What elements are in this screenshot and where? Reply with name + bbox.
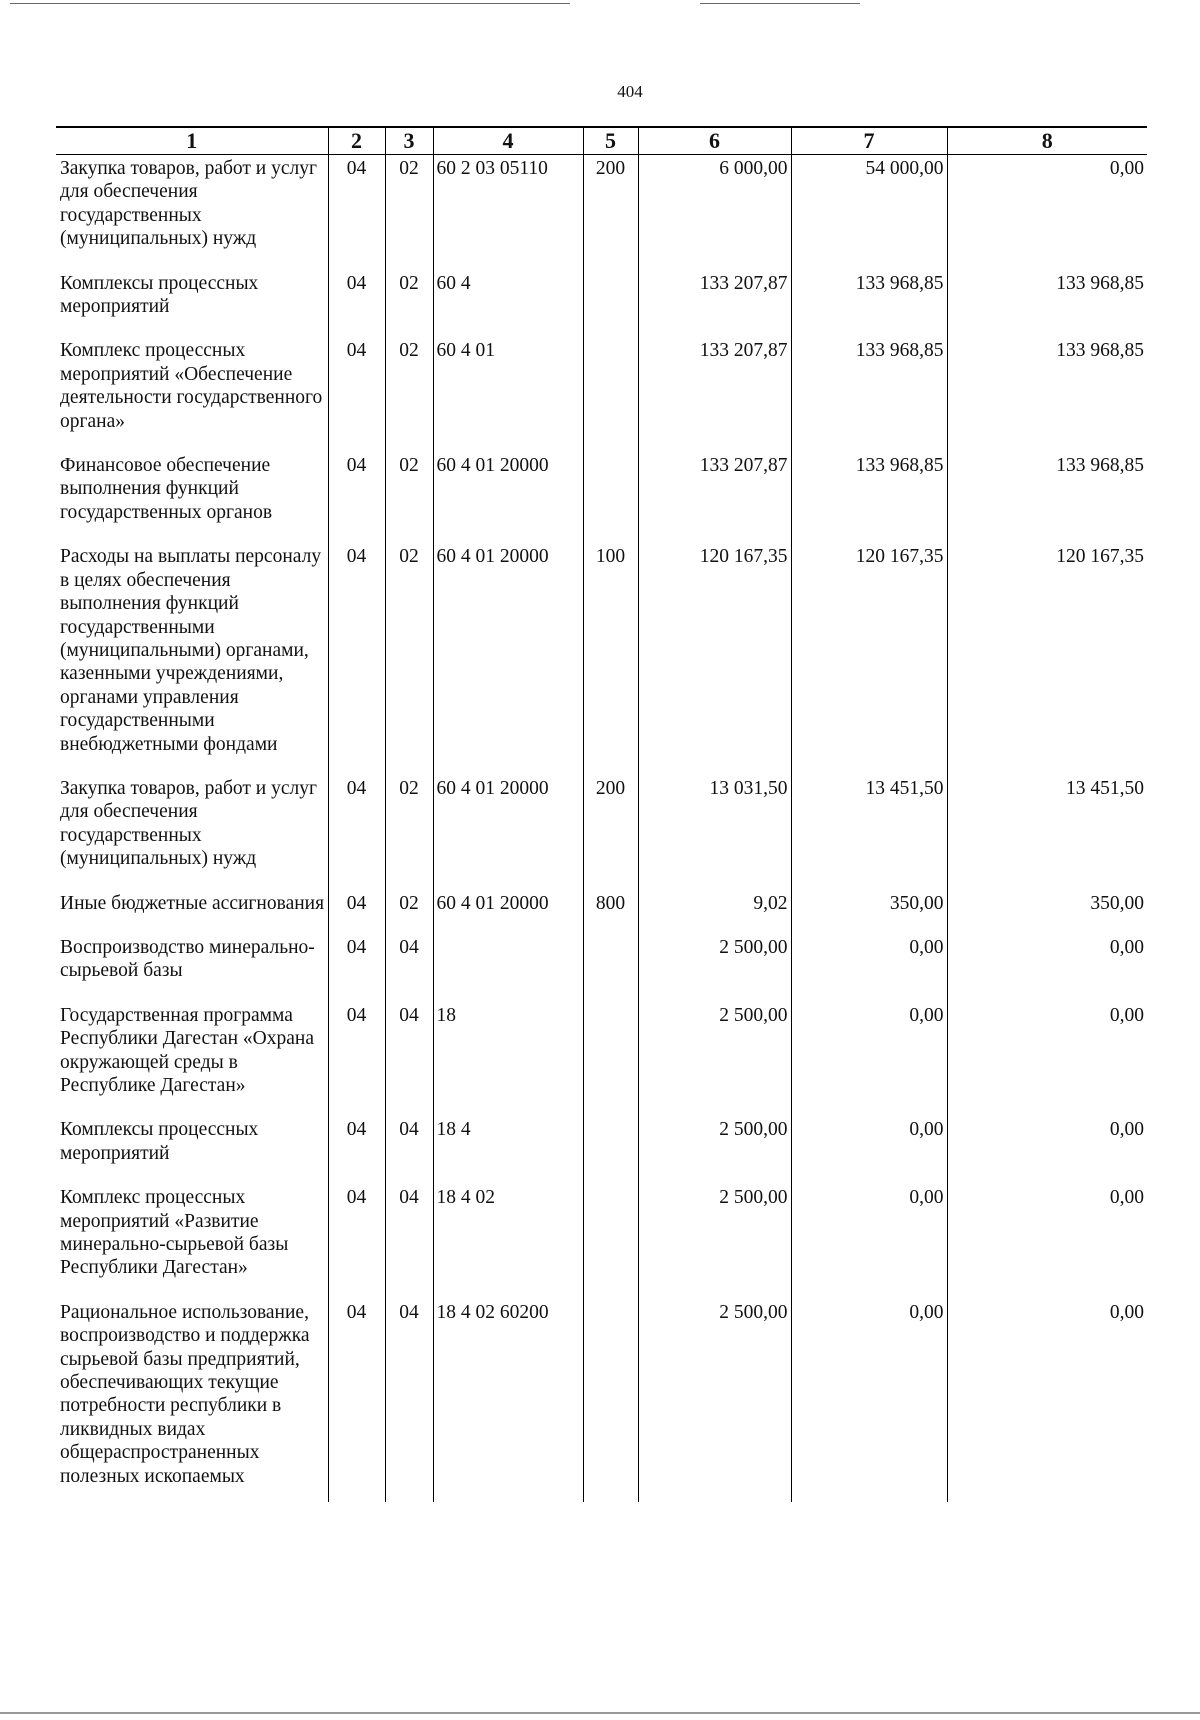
cell-expense-type: 200: [583, 155, 638, 270]
page-number: 404: [617, 82, 643, 101]
cell-amount-7: 13 451,50: [791, 775, 947, 890]
cell-expense-type: [583, 1299, 638, 1502]
table-row: [56, 452, 1147, 543]
cell-target-code: 60 4 01: [433, 337, 583, 452]
cell-amount-8: 133 968,85: [947, 452, 1147, 543]
cell-target-code: 18 4 02: [433, 1184, 583, 1299]
cell-amount-8: 13 451,50: [947, 775, 1147, 890]
cell-expense-type: [583, 934, 638, 1002]
cell-amount-7: 133 968,85: [791, 337, 947, 452]
row-name: Комплекс процессных мероприятий «Развитие минерально-сырьевой базы Республики Дагестан»: [60, 1187, 289, 1279]
cell-subsection: 04: [385, 1184, 433, 1299]
cell-target-code: 60 2 03 05110: [433, 155, 583, 270]
cell-amount-6: 13 031,50: [638, 775, 791, 890]
cell-expense-type: 200: [583, 775, 638, 890]
table-row: [56, 337, 1147, 452]
cell-section: 04: [328, 270, 385, 338]
cell-section: 04: [328, 337, 385, 452]
cell-target-code: 18 4: [433, 1116, 583, 1184]
cell-subsection: 04: [385, 1116, 433, 1184]
cell-expense-type: [583, 1002, 638, 1117]
cell-amount-8: 0,00: [947, 934, 1147, 1002]
cell-amount-7: 350,00: [791, 890, 947, 934]
cell-amount-6: 6 000,00: [638, 155, 791, 270]
cell-subsection: 02: [385, 543, 433, 775]
table-row: [56, 1299, 1147, 1502]
cell-expense-type: [583, 452, 638, 543]
cell-subsection: 02: [385, 890, 433, 934]
cell-section: 04: [328, 155, 385, 270]
cell-expense-type: [583, 1184, 638, 1299]
cell-subsection: 02: [385, 155, 433, 270]
cell-expense-type: 800: [583, 890, 638, 934]
cell-amount-6: 9,02: [638, 890, 791, 934]
cell-section: 04: [328, 934, 385, 1002]
cell-section: 04: [328, 1299, 385, 1502]
table-row: [56, 1002, 1147, 1117]
cell-amount-7: 133 968,85: [791, 270, 947, 338]
cell-amount-8: 0,00: [947, 155, 1147, 270]
cell-subsection: 04: [385, 1299, 433, 1502]
cell-target-code: 60 4 01 20000: [433, 543, 583, 775]
cell-amount-6: 133 207,87: [638, 452, 791, 543]
table-row: [56, 934, 1147, 1002]
cell-target-code: 60 4: [433, 270, 583, 338]
cell-section: 04: [328, 1002, 385, 1117]
cell-amount-7: 0,00: [791, 934, 947, 1002]
cell-expense-type: [583, 337, 638, 452]
row-name: Государственная программа Республики Дагестан «Охрана окружающей среды в Республике Дагестан»: [60, 1004, 314, 1096]
cell-target-code: 60 4 01 20000: [433, 452, 583, 543]
cell-amount-7: 120 167,35: [791, 543, 947, 775]
row-name: Расходы на выплаты персоналу в целях обеспечения выполнения функций государственными (муниципальными) органами, казенными учреждениями, органами управления государственными внебюджетными фондами: [60, 546, 322, 755]
cell-amount-6: 2 500,00: [638, 1184, 791, 1299]
table-row: [56, 775, 1147, 890]
cell-amount-6: 120 167,35: [638, 543, 791, 775]
row-name: Комплексы процессных мероприятий: [60, 1119, 259, 1164]
row-name: Комплекс процессных мероприятий «Обеспечение деятельности государственного органа»: [60, 340, 323, 432]
cell-amount-8: 120 167,35: [947, 543, 1147, 775]
row-name: Комплексы процессных мероприятий: [60, 272, 259, 318]
cell-subsection: 02: [385, 270, 433, 338]
cell-amount-6: 2 500,00: [638, 1002, 791, 1117]
scan-edge-line: [0, 1712, 1200, 1714]
cell-subsection: 04: [385, 1002, 433, 1117]
row-name: Иные бюджетные ассигнования: [60, 892, 325, 914]
cell-amount-6: 133 207,87: [638, 270, 791, 338]
cell-amount-7: 0,00: [791, 1184, 947, 1299]
column-header: 2: [328, 127, 385, 155]
cell-amount-6: 2 500,00: [638, 1116, 791, 1184]
table-row: [56, 155, 1147, 270]
cell-amount-7: 0,00: [791, 1116, 947, 1184]
cell-amount-8: 0,00: [947, 1002, 1147, 1117]
row-name: Рациональное использование, воспроизводство и поддержка сырьевой базы предприятий, обеспечивающих текущие потребности республики в ликвидных видах общераспространенных полезных ископаемых: [60, 1301, 310, 1487]
cell-amount-6: 133 207,87: [638, 337, 791, 452]
cell-amount-7: 0,00: [791, 1002, 947, 1117]
cell-target-code: [433, 934, 583, 1002]
cell-expense-type: [583, 1116, 638, 1184]
column-header: 5: [583, 127, 638, 155]
column-header: 7: [791, 127, 947, 155]
row-name: Закупка товаров, работ и услуг для обеспечения государственных (муниципальных) нужд: [60, 777, 318, 870]
cell-amount-8: 350,00: [947, 890, 1147, 934]
cell-section: 04: [328, 452, 385, 543]
cell-target-code: 18 4 02 60200: [433, 1299, 583, 1502]
cell-expense-type: 100: [583, 543, 638, 775]
cell-amount-8: 0,00: [947, 1299, 1147, 1502]
table-row: [56, 1184, 1147, 1299]
table-row: [56, 890, 1147, 934]
column-header: 6: [638, 127, 791, 155]
cell-amount-8: 133 968,85: [947, 270, 1147, 338]
column-header: 8: [947, 127, 1147, 155]
cell-amount-6: 2 500,00: [638, 1299, 791, 1502]
cell-amount-8: 133 968,85: [947, 337, 1147, 452]
cell-amount-8: 0,00: [947, 1116, 1147, 1184]
column-header: 1: [56, 127, 328, 155]
column-header: 3: [385, 127, 433, 155]
row-name: Закупка товаров, работ и услуг для обеспечения государственных (муниципальных) нужд: [60, 158, 318, 250]
cell-target-code: 60 4 01 20000: [433, 890, 583, 934]
cell-target-code: 60 4 01 20000: [433, 775, 583, 890]
budget-table: [56, 126, 1147, 1502]
cell-amount-7: 133 968,85: [791, 452, 947, 543]
cell-amount-7: 54 000,00: [791, 155, 947, 270]
cell-section: 04: [328, 890, 385, 934]
cell-section: 04: [328, 775, 385, 890]
cell-amount-8: 0,00: [947, 1184, 1147, 1299]
cell-amount-6: 2 500,00: [638, 934, 791, 1002]
cell-subsection: 04: [385, 934, 433, 1002]
row-name: Воспроизводство минерально-сырьевой базы: [60, 936, 315, 982]
cell-section: 04: [328, 1184, 385, 1299]
cell-expense-type: [583, 270, 638, 338]
cell-subsection: 02: [385, 452, 433, 543]
cell-target-code: 18: [433, 1002, 583, 1117]
cell-subsection: 02: [385, 337, 433, 452]
scan-edge-line: [700, 3, 860, 4]
cell-section: 04: [328, 543, 385, 775]
table-row: [56, 1116, 1147, 1184]
table-row: [56, 543, 1147, 775]
row-name: Финансовое обеспечение выполнения функций государственных органов: [60, 455, 273, 523]
cell-amount-7: 0,00: [791, 1299, 947, 1502]
scan-edge-line: [10, 3, 570, 4]
table-row: [56, 270, 1147, 338]
cell-section: 04: [328, 1116, 385, 1184]
table-header-row: [56, 127, 1147, 155]
cell-subsection: 02: [385, 775, 433, 890]
column-header: 4: [433, 127, 583, 155]
